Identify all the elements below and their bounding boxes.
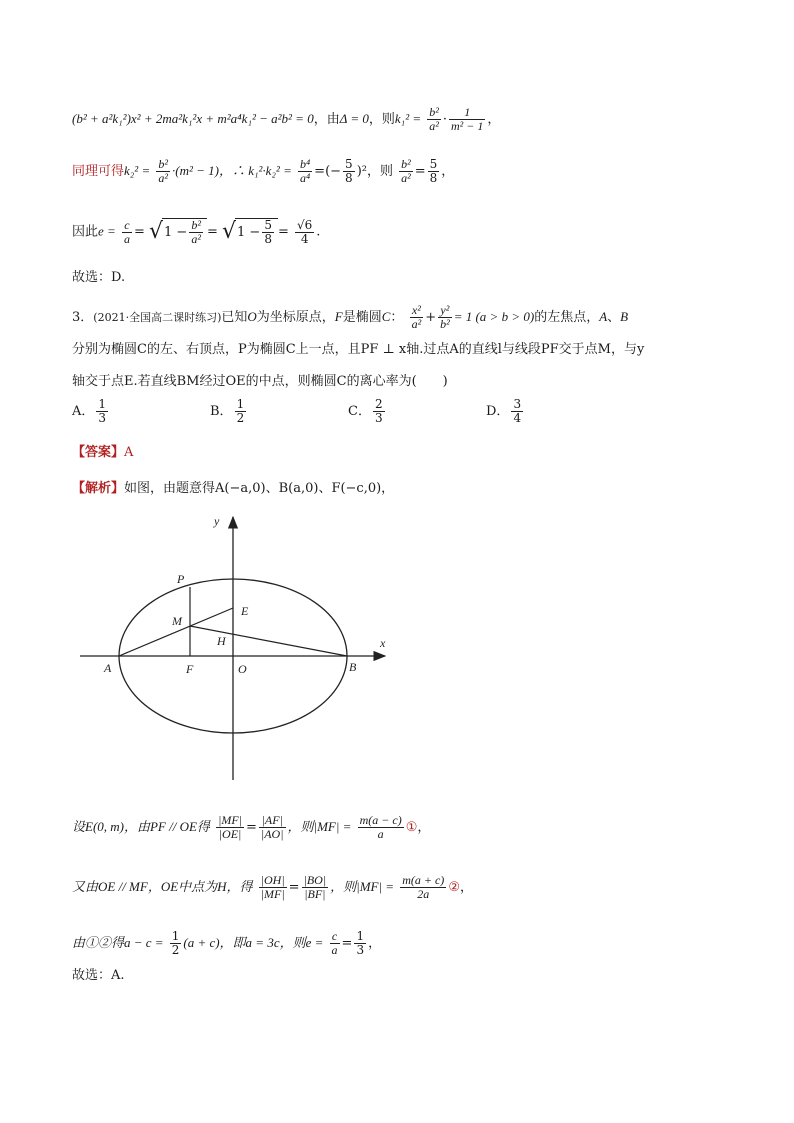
label-h: H bbox=[217, 634, 226, 648]
derivation-line-1: (b² + a²k₁²)x² + 2ma²k₁²x + m²a⁴k₁² − a²b² = 0，由Δ = 0，则k₁² = $\frac{\text{b²}}{\text{a²}}$ · $\frac{1}{\text{m² − 1}}$ ， bbox=[72, 105, 501, 133]
sqrt-icon: √ bbox=[221, 219, 237, 244]
line-mb bbox=[190, 626, 347, 656]
label-e: E bbox=[241, 604, 249, 618]
fraction: $\frac{5}{8}$ bbox=[429, 157, 438, 185]
label-p: P bbox=[177, 572, 185, 586]
question-line-2: 分别为椭圆C的左、右顶点，P为椭圆C上一点，且PF ⊥ x轴.过点A的直线l与线段PF交于点M，与y bbox=[72, 342, 645, 357]
previous-answer-choice: 故选：D. bbox=[72, 270, 126, 285]
sqrt-icon: √ bbox=[149, 219, 164, 244]
label-o: O bbox=[238, 662, 247, 676]
fraction: $\frac{\text{b²}}{\text{a²}}$ bbox=[429, 105, 439, 133]
fraction: $\frac{c}{a}$ bbox=[123, 217, 130, 246]
solution-step-1: 设E(0, m)，由PF // OE得 $\frac{|MF|}{|OE|}$ = $\frac{|AF|}{|AO|}$ ，则|MF| = $\frac{m(a - c)}{a}$ ①， bbox=[72, 813, 431, 841]
option-c: C． $\frac{2}{3}$ bbox=[348, 397, 383, 425]
fraction: $\frac{m(a - c)}{a}$ bbox=[359, 813, 402, 841]
derivation-line-2: 同理可得k₂² = $\frac{\text{b²}}{\text{a²}}$ ·(m² − 1)，∴ k₁²·k₂² = $\frac{\text{b⁴}}{\text{a⁴}}$ =(− $\frac{5}{8}$ )²，则 $\frac{\text{b²}}{\text{a²}}$ = $\frac{5}{8}$ ， bbox=[72, 157, 455, 185]
solution-step-2: 又由OE // MF，OE中点为H，得 $\frac{|OH|}{|MF|}$ = $\frac{|BO|}{|BF|}$ ，则|MF| = $\frac{m(a + c)}{2a}$ ②， bbox=[72, 873, 473, 901]
option-b: B． $\frac{1}{2}$ bbox=[210, 397, 245, 425]
label-a: A bbox=[104, 661, 112, 675]
derivation-line-3: 因此e = $\frac{c}{a}$ = √1 − $\frac{\text{b²}}{\text{a²}}$ = √1 − $\frac{5}{8}$ = $\frac{√6}{4}$ . bbox=[72, 217, 321, 246]
option-d: D． $\frac{3}{4}$ bbox=[486, 397, 522, 425]
label-b: B bbox=[349, 660, 357, 674]
fraction: $\frac{|AF|}{|AO|}$ bbox=[260, 813, 284, 841]
fraction: $\frac{\text{y²}}{\text{b²}}$ bbox=[440, 303, 450, 331]
quadratic-equation: (b² + a²k₁²)x² + 2ma²k₁²x + m²a⁴k₁² − a²b² = 0 bbox=[72, 111, 314, 126]
answer-tag: 【答案】 bbox=[72, 444, 125, 459]
fraction: $\frac{1}{3}$ bbox=[356, 929, 365, 957]
fraction: $\frac{1}{2}$ bbox=[171, 929, 180, 957]
fraction: $\frac{\text{b²}}{\text{a²}}$ bbox=[401, 157, 411, 185]
fraction: $\frac{5}{8}$ bbox=[345, 157, 353, 185]
fraction: $\frac{\text{b²}}{\text{a²}}$ bbox=[158, 157, 168, 185]
label-y: y bbox=[214, 514, 220, 528]
label-x: x bbox=[380, 636, 386, 650]
fraction: $\frac{|MF|}{|OE|}$ bbox=[218, 813, 243, 841]
fraction: $\frac{\text{b⁴}}{\text{a⁴}}$ bbox=[300, 157, 311, 185]
question-line-1: 3．(2021·全国高二课时练习)已知O为坐标原点，F是椭圆C： $\frac{\text{x²}}{\text{a²}}$ + $\frac{\text{y²}}{\text{b²}}$ = 1 (a > b > 0)的左焦点，A、B bbox=[72, 303, 629, 331]
label-f: F bbox=[186, 662, 194, 676]
option-a: A． $\frac{1}{3}$ bbox=[72, 397, 107, 425]
fraction: $\frac{m(a + c)}{2a}$ bbox=[402, 873, 445, 901]
fraction: $\frac{|BO|}{|BF|}$ bbox=[303, 873, 327, 901]
answer-line bbox=[72, 442, 133, 463]
fraction: $\frac{\text{x²}}{\text{a²}}$ bbox=[411, 303, 422, 331]
final-answer-choice: 故选：A. bbox=[72, 968, 125, 983]
solution-step-3: 由①②得a − c = $\frac{1}{2}$ (a + c)，即a = 3c，则e = $\frac{c}{a}$ = $\frac{1}{3}$ ， bbox=[72, 929, 382, 957]
fraction: $\frac{√6}{4}$ bbox=[297, 217, 313, 246]
analysis-line: 【解析】如图，由题意得A(−a,0)、B(a,0)、F(−c,0)， bbox=[72, 480, 395, 496]
fraction: $\frac{1}{\text{m² − 1}}$ bbox=[451, 105, 484, 133]
fraction: $\frac{|OH|}{|MF|}$ bbox=[260, 873, 285, 901]
analysis-tag: 【解析】 bbox=[72, 480, 125, 495]
question-line-3: 轴交于点E.若直线BM经过OE的中点，则椭圆C的离心率为( ) bbox=[72, 374, 448, 389]
label-m: M bbox=[172, 614, 182, 628]
fraction: $\frac{c}{a}$ bbox=[331, 929, 338, 957]
ellipse-figure bbox=[70, 505, 400, 790]
answer-value: A bbox=[124, 445, 134, 460]
